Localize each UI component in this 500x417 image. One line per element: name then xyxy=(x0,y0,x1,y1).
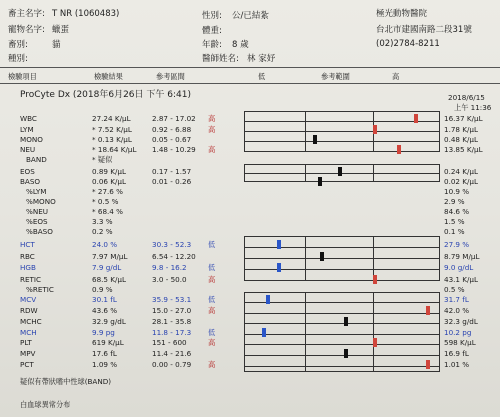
doctor-label: 醫師姓名: xyxy=(202,54,239,64)
clinic-name: 極光動物醫院 xyxy=(376,9,428,19)
range-row-divider xyxy=(244,258,440,259)
row-item-name: MCV xyxy=(20,295,37,304)
result-level-marker xyxy=(266,295,270,304)
row-ref-range: 30.3 - 52.3 xyxy=(152,240,192,249)
row-item-name: MCHC xyxy=(20,317,42,326)
sex-label: 性別: xyxy=(202,11,222,21)
result-level-marker xyxy=(338,167,342,176)
row-ref-range: 151 - 600 xyxy=(152,338,187,347)
result-level-marker xyxy=(426,306,430,315)
row-prev-value: 0.1 % xyxy=(444,227,465,236)
row-prev-value: 42.0 % xyxy=(444,306,470,315)
prev-date: 2018/6/15 xyxy=(448,93,485,102)
row-prev-value: 0.02 K/μL xyxy=(444,177,479,186)
row-item-name: PCT xyxy=(20,360,34,369)
row-prev-value: 32.3 g/dL xyxy=(444,317,478,326)
row-prev-value: 43.1 K/μL xyxy=(444,275,479,284)
row-flag: 高 xyxy=(208,306,216,315)
col-high-header: 高 xyxy=(392,72,400,81)
row-result-value: 27.24 K/μL xyxy=(92,114,131,123)
range-row-divider xyxy=(244,366,440,367)
result-level-marker xyxy=(373,125,377,134)
range-row-divider xyxy=(244,334,440,335)
row-prev-value: 0.24 K/μL xyxy=(444,167,479,176)
test-title: ProCyte Dx (2018年6月26日 下午 6:41) xyxy=(20,90,191,100)
row-flag: 低 xyxy=(208,328,216,337)
result-level-marker xyxy=(373,338,377,347)
row-result-value: 0.06 K/μL xyxy=(92,177,127,186)
row-result-value: * 68.4 % xyxy=(92,207,123,216)
col-result-header: 檢驗結果 xyxy=(94,72,123,81)
row-item-name: BASO xyxy=(20,177,41,186)
row-prev-value: 2.9 % xyxy=(444,197,465,206)
footer-note-distribution: 白血球異常分布 xyxy=(20,400,71,409)
row-prev-value: 0.5 % xyxy=(444,285,465,294)
result-level-marker xyxy=(373,275,377,284)
row-ref-range: 11.8 - 17.3 xyxy=(152,328,192,337)
row-item-name: %BASO xyxy=(26,227,53,236)
row-prev-value: 16.9 fL xyxy=(444,349,469,358)
row-item-name: %RETIC xyxy=(26,285,54,294)
weight-label: 體重: xyxy=(202,26,222,36)
row-result-value: 619 K/μL xyxy=(92,338,124,347)
species-value: 貓 xyxy=(52,40,61,50)
row-item-name: %LYM xyxy=(26,187,47,196)
row-ref-range: 9.8 - 16.2 xyxy=(152,263,187,272)
row-result-value: * 18.64 K/μL xyxy=(92,145,137,154)
row-result-value: 0.9 % xyxy=(92,285,113,294)
row-result-value: 3.3 % xyxy=(92,217,113,226)
row-prev-value: 27.9 % xyxy=(444,240,470,249)
row-prev-value: 16.37 K/μL xyxy=(444,114,483,123)
row-result-value: 24.0 % xyxy=(92,240,118,249)
sex-value: 公/已結紮 xyxy=(232,11,269,21)
header-divider-bottom xyxy=(0,83,500,84)
row-item-name: WBC xyxy=(20,114,37,123)
clinic-phone: (02)2784-8211 xyxy=(376,39,440,49)
row-ref-range: 6.54 - 12.20 xyxy=(152,252,196,261)
row-item-name: LYM xyxy=(20,125,34,134)
range-row-divider xyxy=(244,323,440,324)
col-low-header: 低 xyxy=(258,72,266,81)
result-level-marker xyxy=(262,328,266,337)
row-result-value: 0.2 % xyxy=(92,227,113,236)
row-result-value: * 7.52 K/μL xyxy=(92,125,132,134)
row-prev-value: 598 K/μL xyxy=(444,338,476,347)
range-row-divider xyxy=(244,269,440,270)
result-level-marker xyxy=(277,263,281,272)
row-ref-range: 1.48 - 10.29 xyxy=(152,145,196,154)
row-item-name: %EOS xyxy=(26,217,48,226)
result-level-marker xyxy=(397,145,401,154)
row-prev-value: 84.6 % xyxy=(444,207,470,216)
footer-note-band: 疑似有帶狀嗜中性球(BAND) xyxy=(20,377,112,386)
row-result-value: 9.9 pg xyxy=(92,328,115,337)
row-flag: 高 xyxy=(208,145,216,154)
row-flag: 高 xyxy=(208,360,216,369)
range-row-divider xyxy=(244,121,440,122)
row-ref-range: 28.1 - 35.8 xyxy=(152,317,192,326)
row-item-name: %MONO xyxy=(26,197,56,206)
species-label: 畜別: xyxy=(8,40,28,50)
range-boundary-line xyxy=(373,292,374,372)
col-item-header: 檢驗項目 xyxy=(8,72,37,81)
row-item-name: HGB xyxy=(20,263,36,272)
range-row-divider xyxy=(244,247,440,248)
row-result-value: * 27.6 % xyxy=(92,187,123,196)
result-level-marker xyxy=(426,360,430,369)
row-result-value: * 0.5 % xyxy=(92,197,119,206)
row-result-value: 7.9 g/dL xyxy=(92,263,122,272)
row-ref-range: 15.0 - 27.0 xyxy=(152,306,192,315)
row-ref-range: 2.87 - 17.02 xyxy=(152,114,196,123)
doctor-value: 林 家妤 xyxy=(247,54,276,64)
row-prev-value: 1.01 % xyxy=(444,360,470,369)
row-ref-range: 0.01 - 0.26 xyxy=(152,177,192,186)
range-row-divider xyxy=(244,302,440,303)
row-prev-value: 8.79 M/μL xyxy=(444,252,480,261)
row-result-value: 32.9 g/dL xyxy=(92,317,126,326)
row-flag: 高 xyxy=(208,338,216,347)
row-result-value: 68.5 K/μL xyxy=(92,275,127,284)
range-row-divider xyxy=(244,344,440,345)
row-prev-value: 10.9 % xyxy=(444,187,470,196)
age-label: 年齡: xyxy=(202,40,222,50)
row-ref-range: 3.0 - 50.0 xyxy=(152,275,187,284)
pet-value: 蠟蛋 xyxy=(52,25,70,35)
row-item-name: MPV xyxy=(20,349,36,358)
row-item-name: MCH xyxy=(20,328,37,337)
age-value: 8 歲 xyxy=(232,40,249,50)
row-flag: 低 xyxy=(208,263,216,272)
breed-label: 種別: xyxy=(8,54,28,64)
row-result-value: 0.89 K/μL xyxy=(92,167,127,176)
col-range-header: 參考範圍 xyxy=(321,72,350,81)
row-item-name: RDW xyxy=(20,306,38,315)
range-row-divider xyxy=(244,141,440,142)
range-row-divider xyxy=(244,313,440,314)
row-prev-value: 13.85 K/μL xyxy=(444,145,483,154)
range-graph-box xyxy=(244,292,440,372)
row-result-value: * 疑似 xyxy=(92,155,113,164)
row-prev-value: 1.78 K/μL xyxy=(444,125,479,134)
result-level-marker xyxy=(313,135,317,144)
row-item-name: RETIC xyxy=(20,275,42,284)
row-prev-value: 31.7 fL xyxy=(444,295,469,304)
row-result-value: 43.6 % xyxy=(92,306,118,315)
row-flag: 低 xyxy=(208,240,216,249)
pet-label: 寵物名字: xyxy=(8,25,45,35)
row-flag: 低 xyxy=(208,295,216,304)
row-result-value: 30.1 fL xyxy=(92,295,117,304)
range-boundary-line xyxy=(305,292,306,372)
row-ref-range: 0.92 - 6.88 xyxy=(152,125,192,134)
row-ref-range: 0.00 - 0.79 xyxy=(152,360,192,369)
row-prev-value: 1.5 % xyxy=(444,217,465,226)
row-flag: 高 xyxy=(208,275,216,284)
row-prev-value: 10.2 pg xyxy=(444,328,472,337)
owner-label: 畜主名字: xyxy=(8,9,45,19)
result-level-marker xyxy=(344,349,348,358)
row-flag: 高 xyxy=(208,114,216,123)
row-result-value: * 0.13 K/μL xyxy=(92,135,132,144)
row-result-value: 17.6 fL xyxy=(92,349,117,358)
clinic-address: 台北市建國南路二段31號 xyxy=(376,25,472,35)
row-item-name: EOS xyxy=(20,167,35,176)
row-item-name: MONO xyxy=(20,135,43,144)
result-level-marker xyxy=(344,317,348,326)
row-prev-value: 9.0 g/dL xyxy=(444,263,474,272)
row-ref-range: 11.4 - 21.6 xyxy=(152,349,192,358)
header-divider-top xyxy=(0,67,500,68)
row-result-value: 1.09 % xyxy=(92,360,118,369)
row-ref-range: 0.05 - 0.67 xyxy=(152,135,192,144)
row-item-name: BAND xyxy=(26,155,47,164)
row-flag: 高 xyxy=(208,125,216,134)
prev-time: 上午 11:36 xyxy=(454,103,492,112)
row-ref-range: 35.9 - 53.1 xyxy=(152,295,192,304)
owner-value: T NR (1060483) xyxy=(52,9,120,19)
result-level-marker xyxy=(318,177,322,186)
result-level-marker xyxy=(414,114,418,123)
row-item-name: NEU xyxy=(20,145,36,154)
row-item-name: RBC xyxy=(20,252,35,261)
row-ref-range: 0.17 - 1.57 xyxy=(152,167,192,176)
col-ref-header: 參考區間 xyxy=(156,72,185,81)
result-level-marker xyxy=(320,252,324,261)
result-level-marker xyxy=(277,240,281,249)
row-result-value: 7.97 M/μL xyxy=(92,252,128,261)
row-item-name: PLT xyxy=(20,338,32,347)
row-prev-value: 0.48 K/μL xyxy=(444,135,479,144)
row-item-name: HCT xyxy=(20,240,35,249)
row-item-name: %NEU xyxy=(26,207,49,216)
range-row-divider xyxy=(244,131,440,132)
range-row-divider xyxy=(244,355,440,356)
